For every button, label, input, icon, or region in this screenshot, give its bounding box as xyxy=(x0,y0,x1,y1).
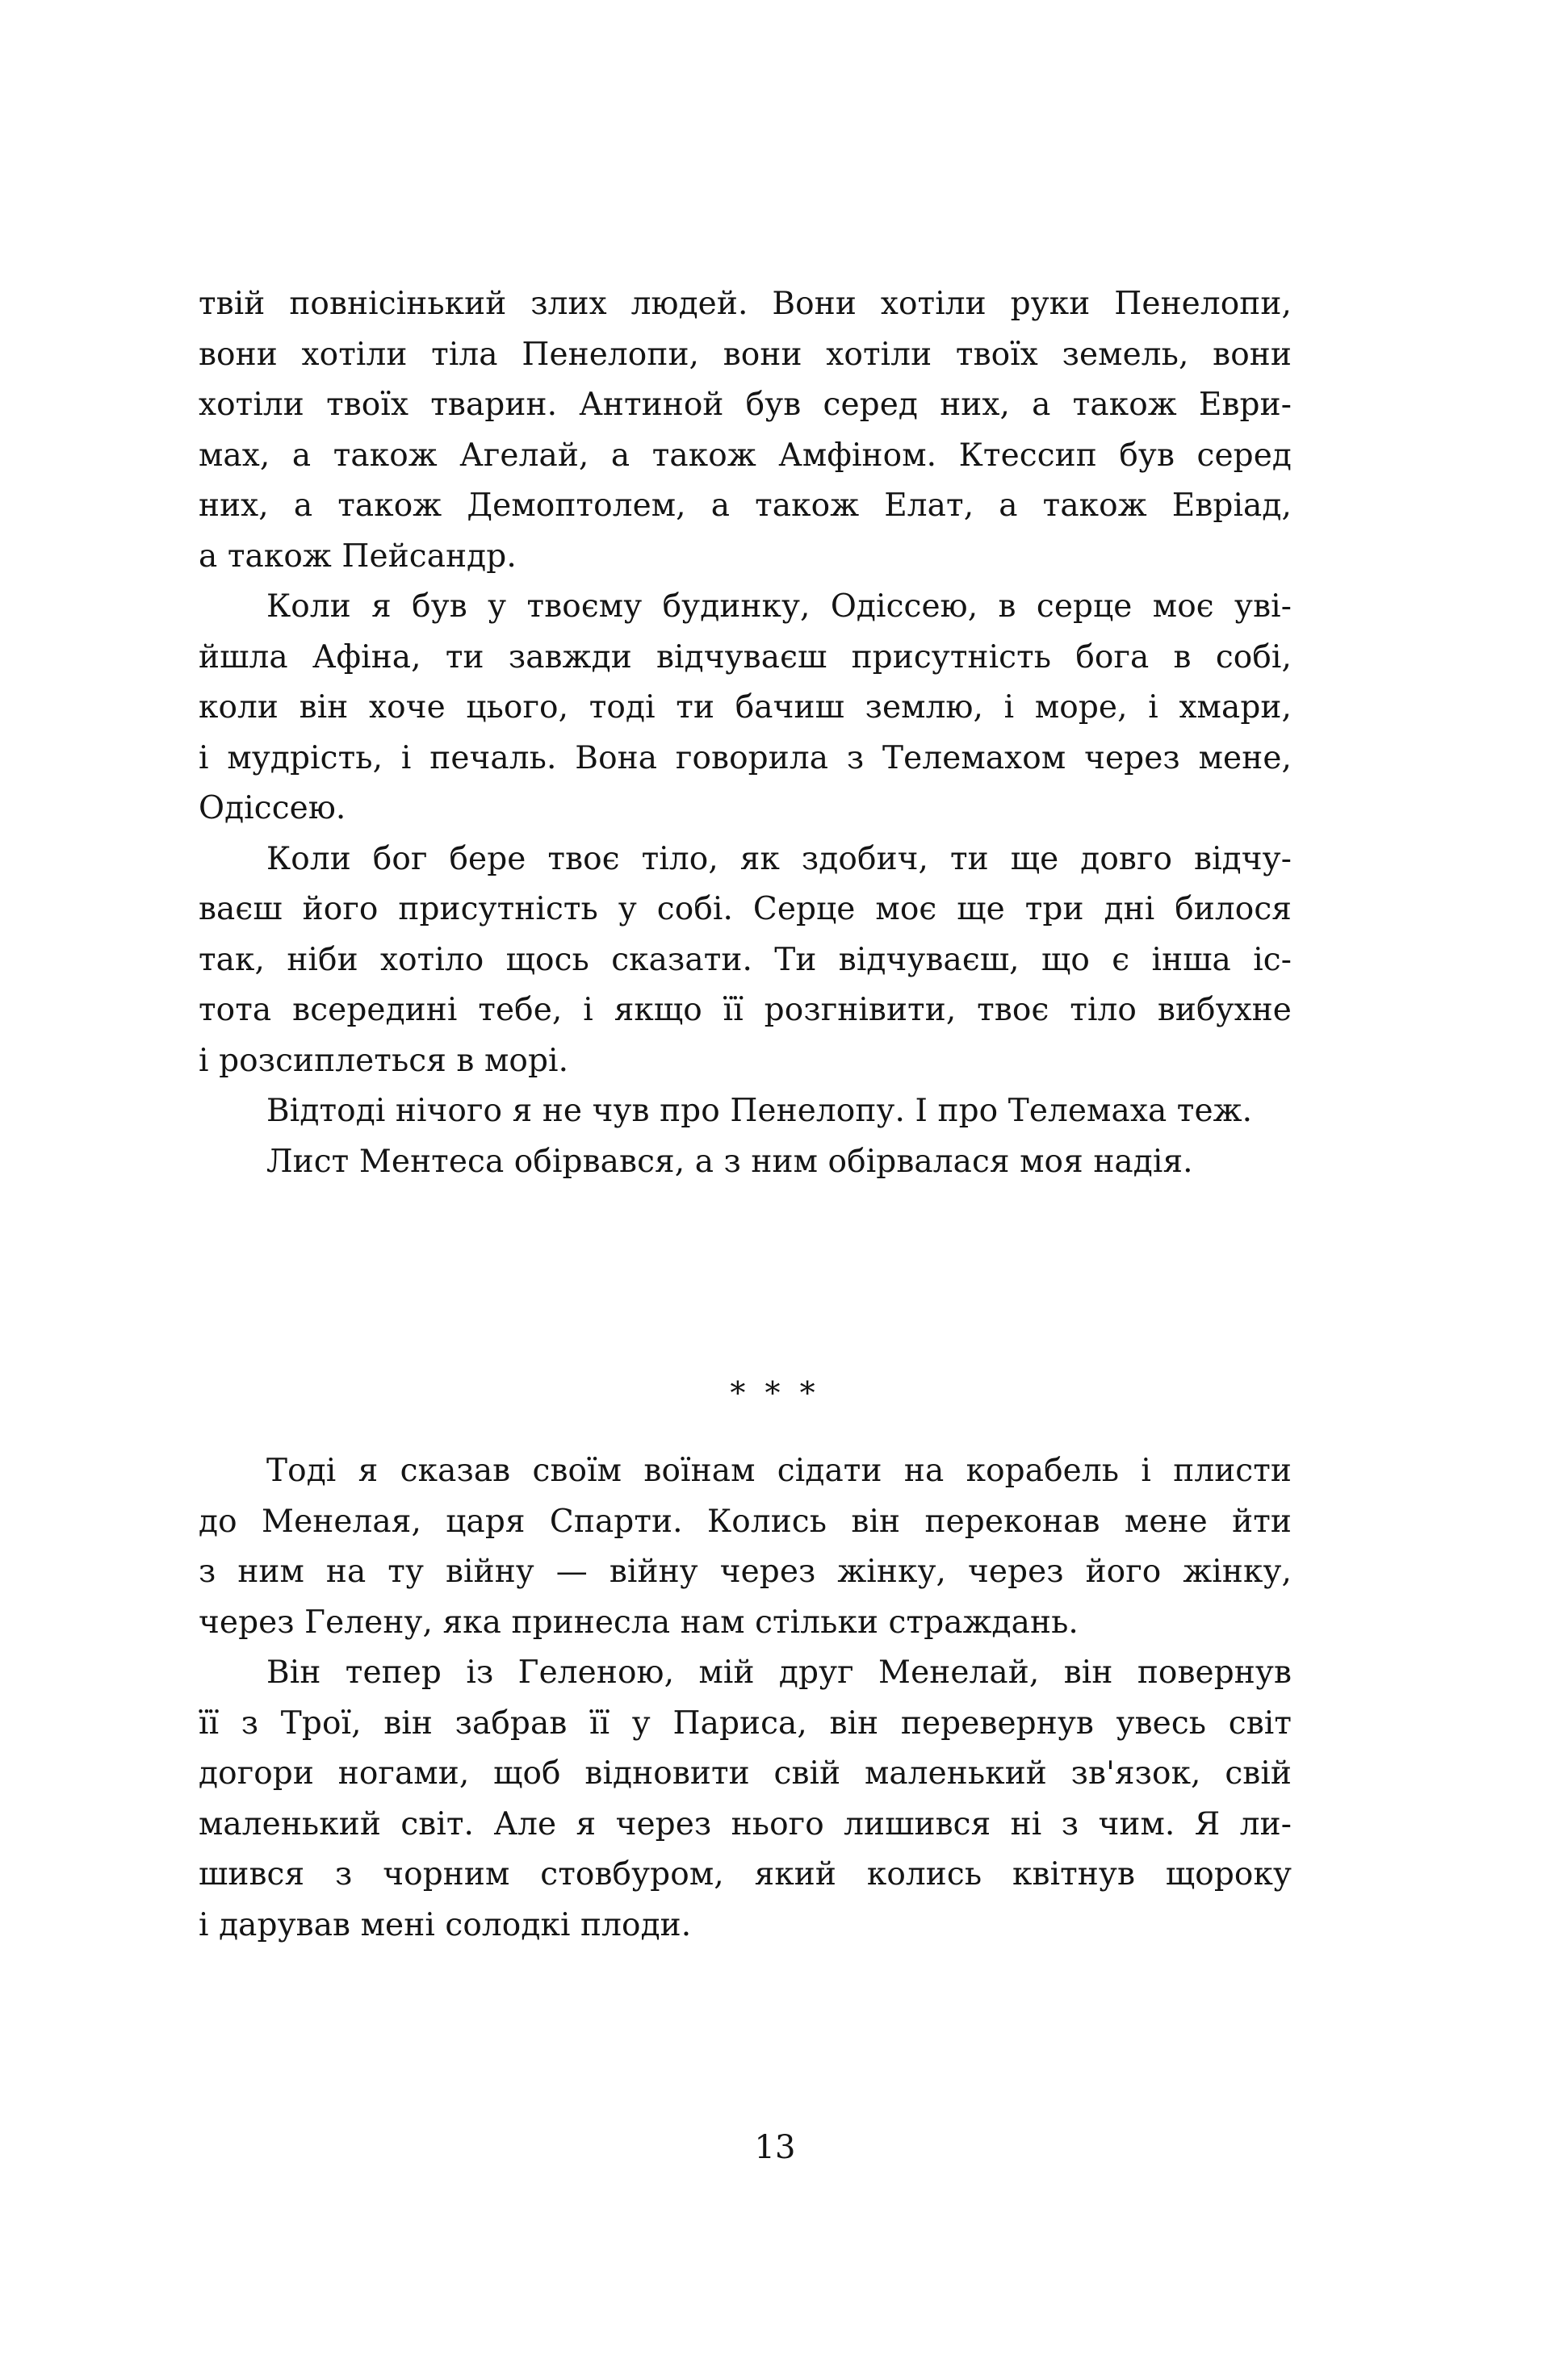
text-line: шився з чорним стовбуром, який колись квітнув щороку xyxy=(199,1856,1292,1893)
text-line: ваєш його присутність у собі. Серце моє ще три дні билося xyxy=(199,891,1292,927)
text-line: Коли я був у твоєму будинку, Одіссею, в серце моє уві- xyxy=(266,588,1292,625)
text-line: так, ніби хотіло щось сказати. Ти відчуваєш, що є інша іс- xyxy=(199,941,1292,978)
text-line: догори ногами, щоб відновити свій маленький зв'язок, свій xyxy=(199,1755,1292,1792)
text-line: з ним на ту війну — війну через жінку, через його жінку, xyxy=(199,1554,1292,1590)
text-line: них, а також Демоптолем, а також Елат, а також Евріад, xyxy=(199,487,1292,524)
section-separator: * * * xyxy=(730,1375,820,1411)
text-line: Тоді я сказав своїм воїнам сідати на корабель і плисти xyxy=(266,1453,1292,1489)
text-section-2 xyxy=(199,1446,1292,1951)
text-line: Одіссею. xyxy=(199,790,346,826)
text-line: а також Пейсандр. xyxy=(199,537,517,575)
text-line: йшла Афіна, ти завжди відчуваєш присутність бога в собі, xyxy=(199,638,1292,676)
text-line: до Менелая, царя Спарти. Колись він переконав мене йти xyxy=(199,1503,1292,1540)
text-line: і дарував мені солодкі плоди. xyxy=(199,1906,692,1943)
text-line: хотіли твоїх тварин. Антиной був серед них, а також Еври- xyxy=(199,387,1292,423)
text-line: і мудрість, і печаль. Вона говорила з Телемахом через мене, xyxy=(199,739,1292,776)
text-line: Лист Ментеса обірвався, а з ним обірвалася моя надія. xyxy=(266,1143,1193,1180)
text-line: тота всередині тебе, і якщо її розгнівити, твоє тіло вибухне xyxy=(199,992,1292,1028)
text-line: твій повнісінький злих людей. Вони хотіли руки Пенелопи, xyxy=(199,286,1292,322)
page-number: 13 xyxy=(754,2129,796,2166)
text-section-1 xyxy=(199,279,1292,1187)
text-line: мах, а також Агелай, а також Амфіном. Ктессип був серед xyxy=(199,437,1292,474)
text-line: Відтоді нічого я не чув про Пенелопу. І про Телемаха теж. xyxy=(266,1093,1253,1129)
text-line: маленький світ. Але я через нього лишився ні з чим. Я ли- xyxy=(199,1805,1292,1843)
text-line: коли він хоче цього, тоді ти бачиш землю, і море, і хмари, xyxy=(199,689,1292,726)
text-line: Він тепер із Геленою, мій друг Менелай, він повернув xyxy=(266,1654,1292,1691)
text-line: її з Трої, він забрав її у Париса, він перевернув увесь світ xyxy=(199,1704,1292,1742)
text-line: через Гелену, яка принесла нам стільки страждань. xyxy=(199,1604,1079,1641)
text-line: і розсиплеться в морі. xyxy=(199,1042,569,1079)
text-line: вони хотіли тіла Пенелопи, вони хотіли твоїх земель, вони xyxy=(199,336,1292,373)
text-line: Коли бог бере твоє тіло, як здобич, ти ще довго відчу- xyxy=(266,840,1292,877)
